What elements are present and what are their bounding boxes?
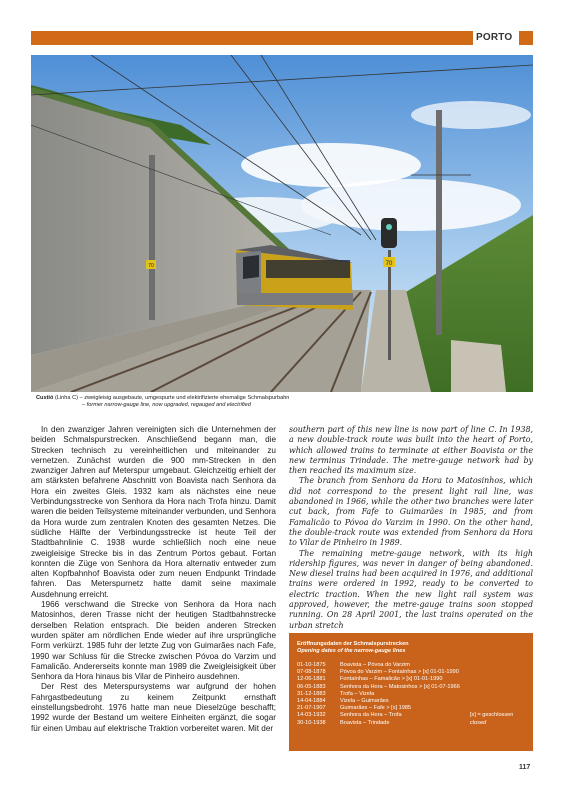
route-cell: Boavista – Póvoa do Varzim xyxy=(340,662,410,668)
date-row xyxy=(297,669,527,676)
caption-english: – former narrow-gauge line, now upgraded, regauged and electrified xyxy=(82,402,251,409)
dates-list xyxy=(297,662,527,727)
dates-box-title: Eröffnungsdaten der Schmalspurstrecken xyxy=(297,641,409,647)
date-cell: 12-06-1881 xyxy=(297,676,326,683)
date-row xyxy=(297,705,527,712)
opening-dates-box xyxy=(289,633,533,751)
header-accent-cap xyxy=(519,31,533,45)
german-paragraph: Der Rest des Meterspursystems war aufgrund der hohen Fahrgastbedeutung zu keinem Zeitpunkt ernsthaft einstellungsbedroht. 1976 hatte man neue Dieselzüge beschafft; 1992 wurde der Bestand um weitere Einheiten ergänzt, die sogar für einen Umbau auf elektrische Traktion vorbereitet waren. Mit der xyxy=(31,682,276,733)
english-paragraph: The branch from Senhora da Hora to Matosinhos, which did not correspond to the present light rail line, was abandoned in 1966, while the other two branches were later cut back, from Fafe to Guimarães in 1985, and from Famalicão to Póvoa do Varzim in 1990. On the other hand, the double-track route was extended from Senhora da Hora to Vilar de Pinheiro in 1989. xyxy=(289,476,533,548)
date-row xyxy=(297,684,527,691)
route-cell: Póvoa do Varzim – Fontaínhas > [x] 01-01-1990 xyxy=(340,669,459,676)
note-cell: closed xyxy=(470,719,487,726)
date-row xyxy=(297,676,527,683)
route-cell: Senhora da Hora – Matosinhos > [x] 01-07-1966 xyxy=(340,683,460,690)
date-cell: 21-07-1907 xyxy=(297,705,326,712)
german-text-column xyxy=(31,425,276,734)
route-cell: Senhora da Hora – Trofa xyxy=(340,712,402,719)
tram-photo xyxy=(31,55,533,392)
caption-german: (Linha C) – zweigleisig ausgebaute, umgespurte und elektrifizierte ehemalige Schmalspurbahn xyxy=(54,395,290,401)
route-cell: Boavista – Trindade xyxy=(340,719,390,726)
date-cell: 14-03-1932 xyxy=(297,712,326,719)
header-accent-bar xyxy=(31,31,473,45)
english-paragraph: The remaining metre-gauge network, with its high ridership figures, was never in danger of being abandoned. New diesel trains had been acquired in 1976, and additional trains were ordered in 1992, ready to be converted to electric traction. When the new light rail system was approved, however, the metre-gauge trains soon stopped running. On 28 April 2001, the last trains operated on the urban stretch xyxy=(289,548,533,630)
dates-box-subtitle: Opening dates of the narrow-gauge lines xyxy=(297,648,406,654)
date-cell: 07-08-1878 xyxy=(297,669,326,676)
route-cell: Trofa – Vizela xyxy=(340,690,375,697)
date-cell: 14-04-1884 xyxy=(297,697,326,704)
german-paragraph: In den zwanziger Jahren vereinigten sich die Unternehmen der beiden Schmalspurstrecken. Anschließend begann man, die Strecken technisch zu vereinheitlichen und miteinander zu vernetzen. Zunächst wurden die 900 mm-Strecken in den zwanziger Jahren auf Meterspur umgebaut. Gleichzeitig erhielt der am stärksten befahrene Abschnitt von Boavista nach Senhora da Hora ein zweites Gleis. 1932 kam als nächstes eine neue Verbindungsstrecke von Senhora da Hora nach Trofa hinzu. Damit waren die beiden Teilsysteme miteinander verbunden, und Senhora da Hora wurde zum zentralen Knoten des gesamten Netzes. Die südliche Hälfte der Verbindungsstrecke ist heute Teil der Stadtbahnlinie C. 1938 wurde schließlich noch eine neue zweigleisige Strecke bis in das Zentrum Portos gebaut. Fortan konnten die Züge von Senhora da Hora alternativ entweder zum alten Kopfbahnhof Boavista oder zum neuen Endpunkt Trindade fahren. Das Meterspurnetz hatte damit seine maximale Ausdehnung erreicht. xyxy=(31,425,276,599)
route-cell: Vizela – Guimarães xyxy=(340,697,389,704)
route-cell: Fontaínhas – Famalicão > [x] 01-01-1990 xyxy=(340,676,443,683)
section-title: PORTO xyxy=(476,32,513,43)
date-row xyxy=(297,698,527,705)
date-row xyxy=(297,662,527,669)
caption-label: Custió xyxy=(36,395,54,401)
signal-sign-label: 70 xyxy=(385,261,393,267)
pole-sign-label: 70 xyxy=(148,263,154,269)
date-cell: 31-12-1883 xyxy=(297,690,326,697)
english-paragraph: southern part of this new line is now part of line C. In 1938, a new double-track route was built into the heart of Porto, which allowed trains to terminate at either Boavista or the new terminus Trindade. The metre-gauge network had by then reached its maximum size. xyxy=(289,425,533,476)
date-cell: 06-05-1883 xyxy=(297,683,326,690)
date-row xyxy=(297,691,527,698)
route-cell: Guimarães – Fafe > [x] 1985 xyxy=(340,705,412,712)
date-cell: 01-10-1875 xyxy=(297,662,326,668)
date-row xyxy=(297,712,527,719)
page-number: 117 xyxy=(519,764,531,771)
german-paragraph: 1966 verschwand die Strecke von Senhora da Hora nach Matosinhos, deren Trasse nicht der heutigen Stadtbahnstrecke derselben Relation entsprach. Die beiden anderen Strecken wurden später am nördlichen Ende wieder auf ihre ursprüngliche Form verkürzt. 1985 fuhr der letzte Zug von Guimarães nach Fafe, 1990 war Schluss für die Strecke zwischen Póvoa do Varzim und Famalicão. Andererseits konnte man 1989 die Zweigleisigkeit über Senhora da Hora hinaus bis Vilar de Pinheiro ausdehnen. xyxy=(31,600,276,682)
date-cell: 30-10-1938 xyxy=(297,719,326,726)
photo-caption xyxy=(36,395,531,410)
english-text-column xyxy=(289,425,533,631)
note-cell: [x] = geschlossen xyxy=(470,712,514,719)
date-row xyxy=(297,720,527,727)
